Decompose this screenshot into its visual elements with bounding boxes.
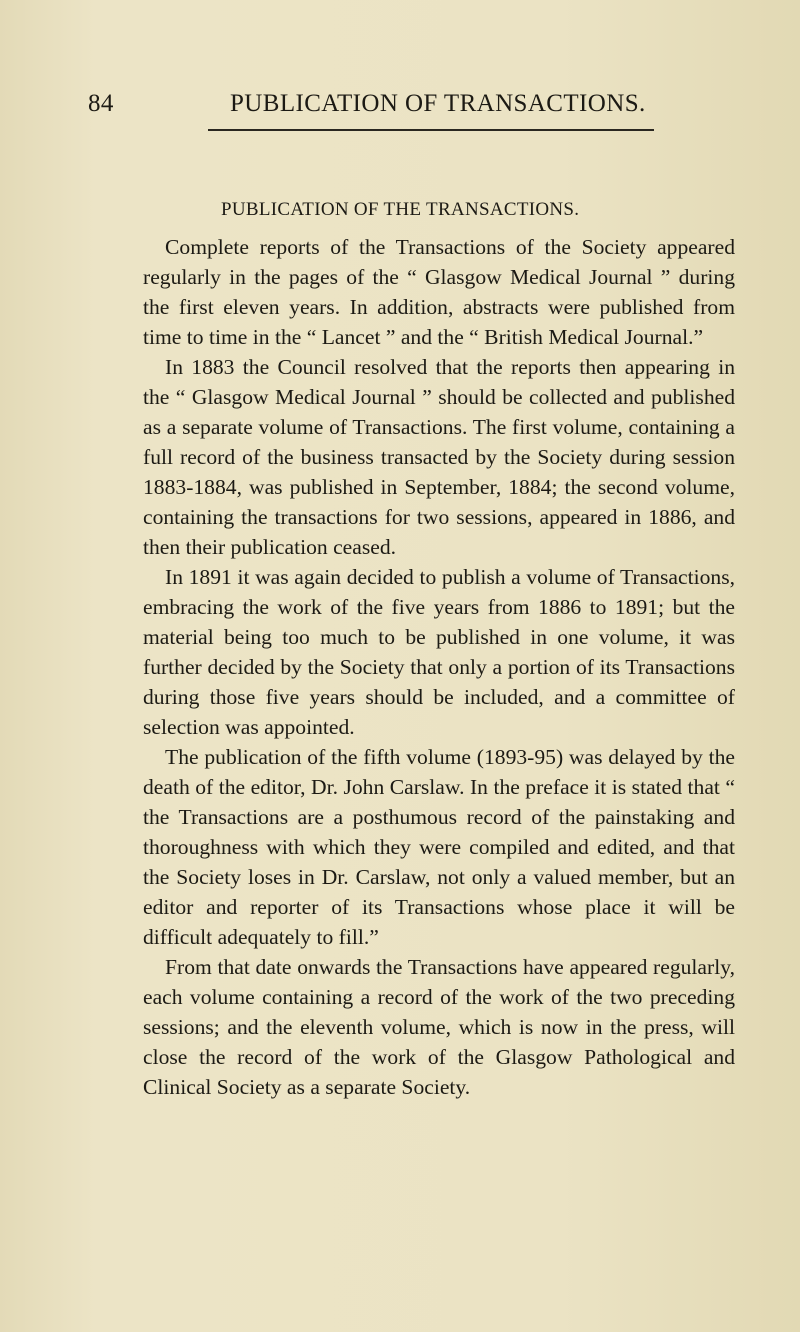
paragraph: In 1891 it was again decided to publish a volume of Transactions, embracing the work of the five years from 1886 to 1891; but the material being too much to be published in one volume, it was further decided by the Society that only a portion of its Transactions during those five years should be included, and a committee of selection was appointed. — [143, 565, 735, 739]
running-title: PUBLICATION OF TRANSACTIONS. — [230, 90, 646, 117]
paragraph: The publication of the fifth volume (1893-95) was delayed by the death of the editor, Dr. John Carslaw. In the preface it is stated that “ the Transactions are a posthumous record of the painstaking and thoroughness with which they were compiled and edited, and that the Society loses in Dr. Carslaw, not only a valued member, but an editor and reporter of its Transactions whose place it will be difficult adequately to fill.” — [143, 745, 735, 949]
header-rule — [208, 129, 654, 131]
running-head — [88, 89, 748, 119]
paragraph: From that date onwards the Transactions have appeared regularly, each volume containing a record of the work of the two preceding sessions; and the eleventh volume, which is now in the press, will close the record of the work of the Glasgow Pathological and Clinical Society as a separate Society. — [143, 955, 735, 1099]
page-number: 84 — [88, 90, 114, 117]
body-text — [143, 232, 735, 1102]
paragraph: In 1883 the Council resolved that the reports then appearing in the “ Glasgow Medical Journal ” should be collected and published as a separate volume of Transactions. The first volume, containing a full record of the business transacted by the Society during session 1883-1884, was published in September, 1884; the second volume, containing the transactions for two sessions, appeared in 1886, and then their publication ceased. — [143, 355, 735, 559]
paragraph: Complete reports of the Transactions of the Society appeared regularly in the pages of the “ Glasgow Medical Journal ” during the first eleven years. In addition, abstracts were published from time to time in the “ Lancet ” and the “ British Medical Journal.” — [143, 235, 735, 349]
section-title: PUBLICATION OF THE TRANSACTIONS. — [221, 199, 580, 220]
